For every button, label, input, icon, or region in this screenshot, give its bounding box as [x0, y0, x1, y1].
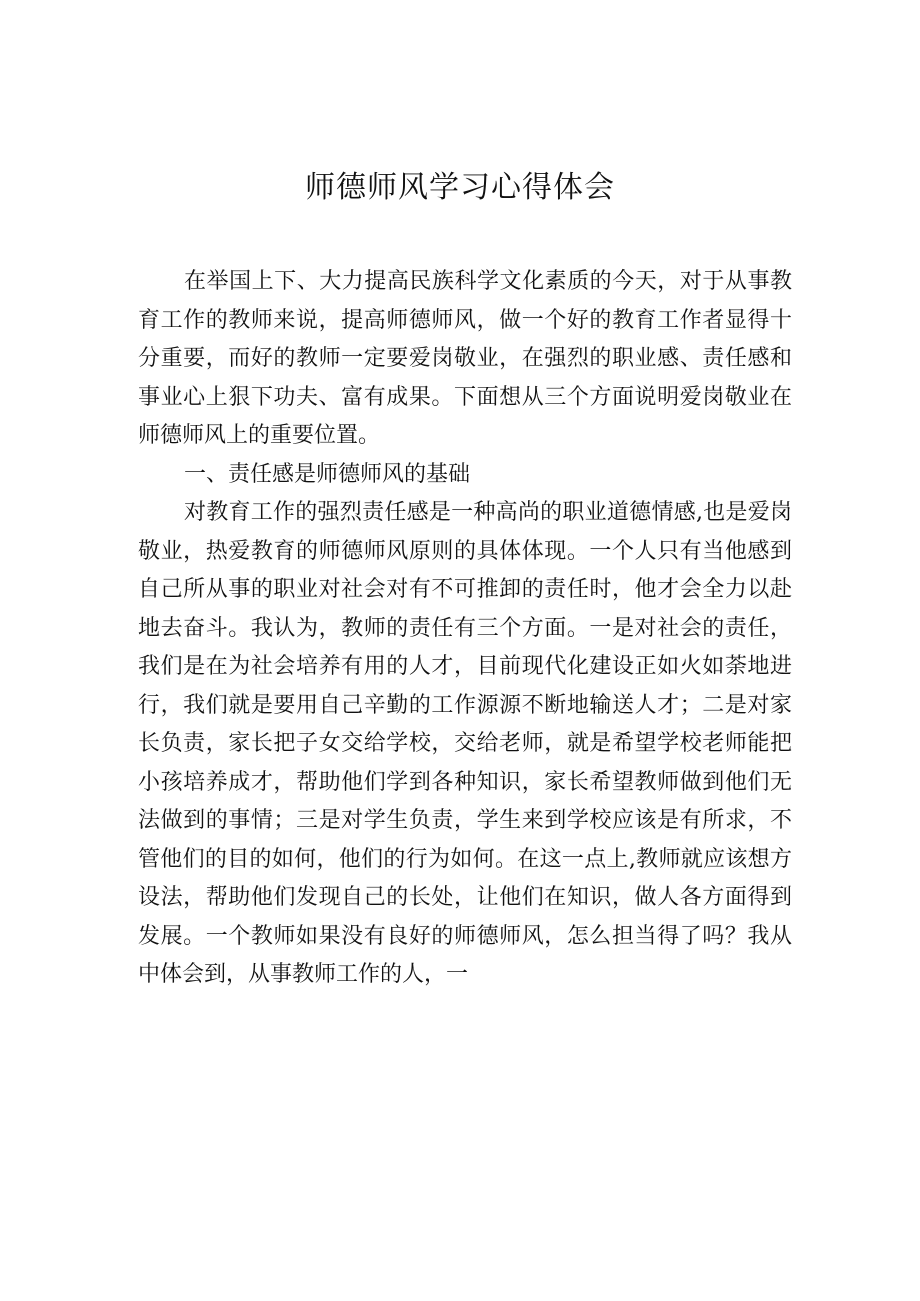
intro-paragraph: 在举国上下、大力提高民族科学文化素质的今天，对于从事教育工作的教师来说，提高师德师风，做一个好的教育工作者显得十分重要，而好的教师一定要爱岗敬业，在强烈的职业感、责任感和事业心上狠下功夫、富有成果。下面想从三个方面说明爱岗敬业在师德师风上的重要位置。 — [138, 269, 792, 448]
section-heading: 一、责任感是师德师风的基础 — [184, 461, 471, 487]
document-body — [138, 263, 792, 995]
document-title: 师德师风学习心得体会 — [305, 170, 615, 205]
section-paragraph: 对教育工作的强烈责任感是一种高尚的职业道德情感,也是爱岗敬业，热爱教育的师德师风原则的具体体现。一个人只有当他感到自己所从事的职业对社会对有不可推卸的责任时，他才会全力以赴地去奋斗。我认为，教师的责任有三个方面。一是对社会的责任，我们是在为社会培养有用的人才，目前现代化建设正如火如荼地进行，我们就是要用自己辛勤的工作源源不断地输送人才；二是对家长负责，家长把子女交给学校，交给老师，就是希望学校老师能把小孩培养成才，帮助他们学到各种知识，家长希望教师做到他们无法做到的事情；三是对学生负责，学生来到学校应该是有所求，不管他们的目的如何，他们的行为如何。在这一点上,教师就应该想方设法，帮助他们发现自己的长处，让他们在知识，做人各方面得到发展。一个教师如果没有良好的师德师风，怎么担当得了吗？我从中体会到，从事教师工作的人，一 — [138, 500, 792, 987]
